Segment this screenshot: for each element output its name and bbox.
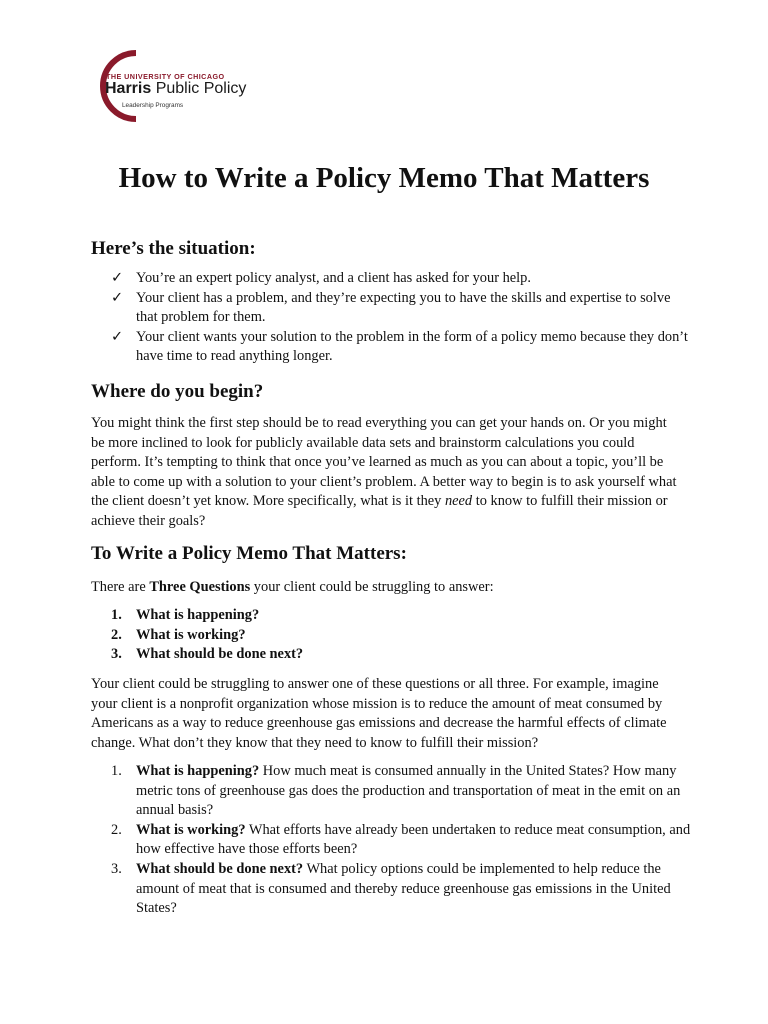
- begin-paragraph: [91, 414, 681, 532]
- three-questions-intro: [91, 578, 681, 598]
- checkmark-icon: ✓: [111, 289, 124, 306]
- example-paragraph: Your client could be struggling to answer one of these questions or all three. For example, imagine your client is a nonprofit organization whose mission is to reduce the amount of meat consumed by Americans as a way to reduce greenhouse gas emissions and decrease the harmful effects of climate change. What don’t they know that they need to know to fulfill their mission?: [91, 676, 667, 751]
- list-number: 3.: [111, 646, 122, 663]
- list-number: 1.: [111, 763, 122, 779]
- question-label: What should be done next?: [136, 860, 304, 877]
- example-details-list: [91, 762, 691, 919]
- page-title: How to Write a Policy Memo That Matters: [118, 162, 650, 194]
- list-item: [91, 645, 303, 665]
- list-item-text: How much meat is consumed annually in the United States? How many metric tons of greenhouse gas does the production and transportation of meat in the emit on an annual basis?: [136, 763, 681, 819]
- paragraph-text: You might think the first step should be to read everything you can get your hands on. Or you might be more inclined to look for publicly available data sets and brainstorm calculations you could perform. It’s tempting to think that once you’ve learned as much as you can about a topic, you’ll be able to come up with a solution to your client’s problem. A better way to begin is to ask yourself what the client doesn’t yet know. More specifically, what is it they: [91, 415, 677, 510]
- list-item: [91, 821, 691, 860]
- list-number: 2.: [111, 626, 122, 643]
- list-number: 3.: [111, 860, 122, 877]
- logo-name-line: [105, 80, 246, 98]
- list-number: 2.: [111, 821, 122, 838]
- list-item: [91, 626, 303, 646]
- section-heading-write-memo: To Write a Policy Memo That Matters:: [91, 543, 407, 564]
- section-heading-begin: Where do you begin?: [91, 381, 264, 402]
- logo-harris-word: Harris: [105, 80, 152, 97]
- emphasis-text: need: [444, 493, 473, 510]
- list-item: [91, 606, 303, 626]
- paragraph-text: There are: [91, 579, 150, 595]
- harris-logo: [92, 50, 262, 122]
- list-item: [91, 269, 691, 289]
- list-number: 1.: [111, 607, 122, 623]
- logo-leadership-line: Leadership Programs: [122, 102, 184, 109]
- list-item-text: Your client wants your solution to the problem in the form of a policy memo because they don’t have time to read anything longer.: [136, 328, 688, 365]
- paragraph-text: your client could be struggling to answer:: [250, 579, 494, 595]
- list-item-text: What is happening?: [136, 607, 260, 623]
- list-item-text: What efforts have already been undertaken to reduce meat consumption, and how effective have those efforts been?: [136, 821, 691, 858]
- checkmark-icon: ✓: [111, 270, 124, 286]
- list-item-text: Your client has a problem, and they’re expecting you to have the skills and expertise to solve that problem for them.: [136, 289, 671, 326]
- bold-text: Three Questions: [149, 579, 251, 595]
- three-questions-list: [91, 606, 303, 665]
- logo-university-line: THE UNIVERSITY OF CHICAGO: [106, 72, 225, 81]
- situation-list: [91, 269, 691, 367]
- checkmark-icon: ✓: [111, 328, 124, 345]
- list-item: [91, 328, 691, 367]
- question-label: What is working?: [136, 821, 246, 838]
- section-heading-situation: Here’s the situation:: [91, 238, 256, 259]
- paragraph-text: to know to fulfill their mission or achieve their goals?: [91, 493, 668, 529]
- list-item-text: What policy options could be implemented to help reduce the amount of meat that is consumed and thereby reduce greenhouse gas emissions in the United States?: [136, 860, 671, 917]
- list-item: [91, 289, 691, 328]
- list-item: [91, 860, 691, 919]
- list-item: [91, 762, 691, 821]
- question-label: What is happening?: [136, 763, 260, 779]
- list-item-text: You’re an expert policy analyst, and a client has asked for your help.: [136, 270, 531, 286]
- logo-public-policy-words: Public Policy: [151, 80, 247, 97]
- list-item-text: What should be done next?: [136, 646, 304, 663]
- list-item-text: What is working?: [136, 626, 246, 643]
